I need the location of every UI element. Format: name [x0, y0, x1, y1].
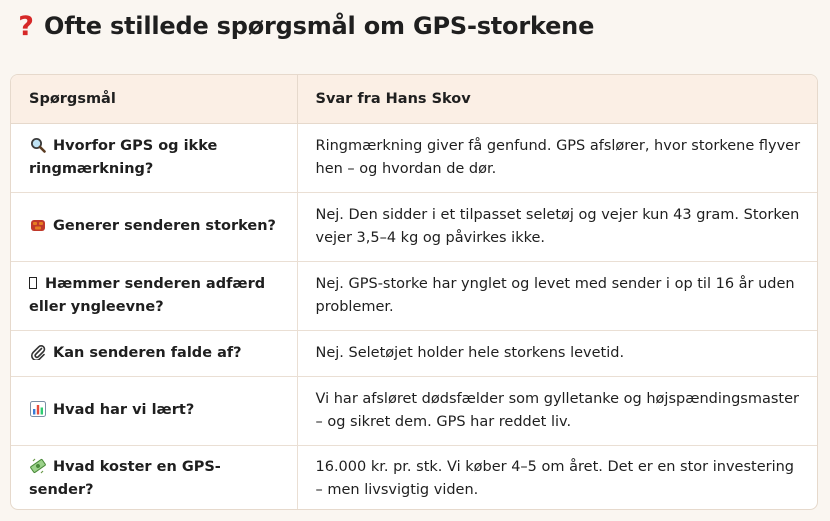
- question-text: Hvorfor GPS og ikke ringmærkning?: [29, 137, 218, 177]
- answer-cell: Vi har afsløret dødsfælder som gylletanke og højspændingsmaster – og sikret dem. GPS har reddet liv.: [297, 376, 818, 445]
- question-text: Hvad koster en GPS-sender?: [29, 458, 221, 498]
- table-row: [11, 376, 818, 445]
- answer-cell: Nej. Seletøjet holder hele storkens levetid.: [297, 330, 818, 376]
- table-header-row: [11, 75, 818, 123]
- page-title-text: Ofte stillede spørgsmål om GPS-storkene: [44, 12, 595, 40]
- question-cell: [11, 261, 297, 330]
- question-cell: [11, 330, 297, 376]
- faq-table-container: [10, 74, 818, 510]
- column-header-question: Spørgsmål: [11, 75, 297, 123]
- bar-chart-icon: [29, 401, 47, 419]
- question-cell: [11, 192, 297, 261]
- question-text: Hvad har vi lært?: [53, 402, 195, 418]
- question-cell: [11, 123, 297, 192]
- question-cell: [11, 376, 297, 445]
- money-icon: [29, 458, 47, 476]
- column-header-answer: Svar fra Hans Skov: [297, 75, 818, 123]
- table-row: [11, 445, 818, 510]
- answer-cell: 16.000 kr. pr. stk. Vi køber 4–5 om året. Det er en stor investering – men livsvigtig viden.: [315, 458, 795, 498]
- question-text: Hæmmer senderen adfærd eller yngleevne?: [29, 275, 266, 315]
- question-cell: [11, 445, 297, 510]
- answer-cell: Ringmærkning giver få genfund. GPS afslører, hvor storkene flyver hen – og hvordan de dør.: [297, 123, 818, 192]
- table-row: [11, 330, 818, 376]
- question-text: Generer senderen storken?: [53, 218, 276, 234]
- answer-cell: Nej. Den sidder i et tilpasset seletøj og vejer kun 43 gram. Storken vejer 3,5–4 kg og påvirkes ikke.: [297, 192, 818, 261]
- faq-table: [11, 75, 818, 510]
- brick-icon: [29, 217, 47, 235]
- magnifier-icon: [29, 137, 47, 155]
- table-row: [11, 123, 818, 192]
- table-row: [11, 192, 818, 261]
- paperclip-icon: [29, 344, 47, 362]
- question-mark-icon: ?: [18, 10, 34, 42]
- page-title: [14, 10, 594, 42]
- answer-cell: Nej. GPS-storke har ynglet og levet med sender i op til 16 år uden problemer.: [297, 261, 818, 330]
- question-text: Kan senderen falde af?: [53, 344, 242, 361]
- missing-glyph-icon: [29, 277, 37, 289]
- table-row: [11, 261, 818, 330]
